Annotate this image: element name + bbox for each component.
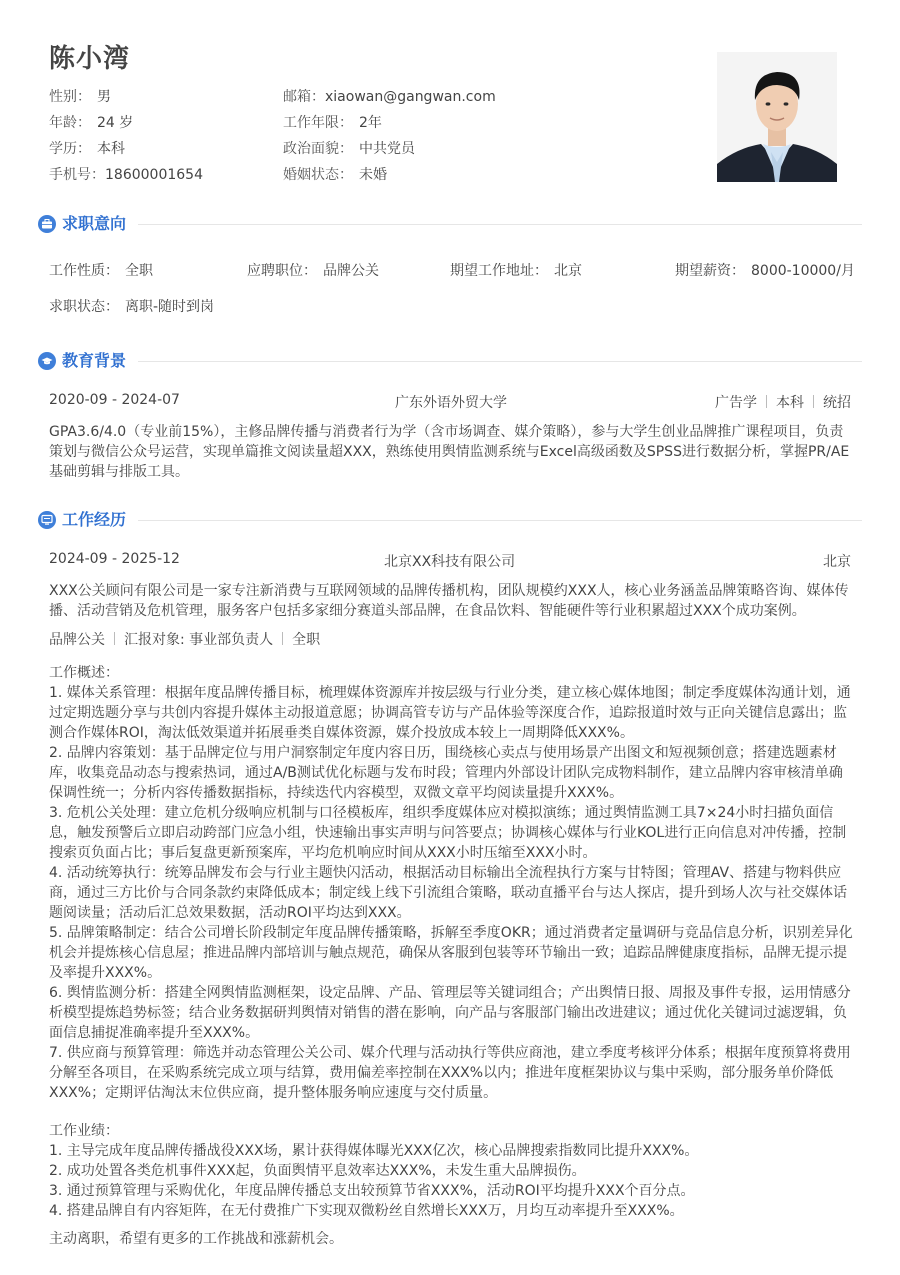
overview-item: 6. 舆情监测分析：搭建全网舆情监测框架，设定品牌、产品、管理层等关键词组合；产出舆情日报、周报及事件专报，运用情感分析模型提炼趋势标签；结合业务数据研判舆情对销售的潜在影响，向产品与客服部门输出改进建议；通过优化关键词过滤逻辑，负面信息捕捉准确率提升至XXX%。 <box>49 985 851 1041</box>
job-type-label: 工作性质： <box>49 263 119 279</box>
achievement-item: 4. 搭建品牌自有内容矩阵，在无付费推广下实现双微粉丝自然增长XXX万，月均互动率提升至XXX%。 <box>49 1203 684 1219</box>
salary-value: 8000-10000/月 <box>751 263 855 279</box>
study-mode: 统招 <box>823 395 851 411</box>
gender-row <box>49 86 111 106</box>
phone-row <box>49 164 203 184</box>
monitor-icon <box>38 511 56 529</box>
portrait-illustration <box>717 52 837 182</box>
education-label: 学历： <box>49 141 91 157</box>
status-row <box>49 296 214 316</box>
work-period: 2024-09 - 2025-12 <box>49 551 180 567</box>
status-label: 求职状态： <box>49 299 119 315</box>
marital-value: 未婚 <box>359 167 387 183</box>
tag-type: 全职 <box>292 632 321 648</box>
separator <box>766 395 767 408</box>
work-overview <box>49 663 855 1103</box>
company-name: 北京XX科技有限公司 <box>384 554 516 570</box>
achievement-item: 1. 主导完成年度品牌传播战役XXX场，累计获得媒体曝光XXX亿次，核心品牌搜索指数同比提升XXX%。 <box>49 1143 699 1159</box>
company-intro: XXX公关顾问有限公司是一家专注新消费与互联网领域的品牌传播机构，团队规模约XXX人，核心业务涵盖品牌策略咨询、媒体传播、活动营销及危机管理，服务客户包括多家细分赛道头部品牌，在食品饮料、智能硬件等行业积累超过XXX个成功案例。 <box>49 583 849 619</box>
achievement-item: 2. 成功处置各类危机事件XXX起，负面舆情平息效率达XXX%，未发生重大品牌损伤。 <box>49 1163 586 1179</box>
school-name: 广东外语外贸大学 <box>395 395 507 411</box>
section-divider <box>138 520 862 521</box>
email-value: xiaowan@gangwan.com <box>325 89 496 105</box>
section-divider <box>138 361 862 362</box>
gender-label: 性别： <box>49 89 91 105</box>
briefcase-icon <box>38 215 56 233</box>
overview-item: 5. 品牌策略制定：结合公司增长阶段制定年度品牌传播策略，拆解至季度OKR；通过消费者定量调研与竞品信息分析，识别差异化机会并提炼核心信息屋；推进品牌内部培训与触点规范，确保从客服到包装等环节输出一致；追踪品牌健康度指标，品牌无提示提及率提升XXX%。 <box>49 925 853 981</box>
position-label: 应聘职位： <box>247 263 317 279</box>
work-city: 北京 <box>823 554 851 570</box>
candidate-name: 陈小湾 <box>49 44 131 74</box>
graduation-cap-icon <box>38 352 56 370</box>
age-label: 年龄： <box>49 115 91 131</box>
achievements-title: 工作业绩： <box>49 1123 119 1139</box>
section-education-title: 教育背景 <box>62 351 127 370</box>
position-row <box>247 260 379 280</box>
tag-report: 汇报对象: 事业部负责人 <box>124 632 274 648</box>
job-type-value: 全职 <box>125 263 153 279</box>
section-divider <box>138 224 862 225</box>
separator <box>114 632 115 645</box>
marital-row <box>283 164 387 184</box>
work-achievements <box>49 1121 855 1221</box>
location-row <box>450 260 582 280</box>
overview-title: 工作概述： <box>49 665 119 681</box>
major: 广告学 <box>715 395 757 411</box>
section-education-header <box>38 349 862 373</box>
degree: 本科 <box>776 395 804 411</box>
tag-role: 品牌公关 <box>49 632 105 648</box>
education-period: 2020-09 - 2024-07 <box>49 392 180 408</box>
separator <box>282 632 283 645</box>
age-row <box>49 112 133 132</box>
work-years-row <box>283 112 382 132</box>
job-tags <box>49 629 320 649</box>
leave-reason: 主动离职，希望有更多的工作挑战和涨薪机会。 <box>49 1231 343 1247</box>
overview-item: 3. 危机公关处理：建立危机分级响应机制与口径模板库，组织季度媒体应对模拟演练；通过舆情监测工具7×24小时扫描负面信息，触发预警后立即启动跨部门应急小组，快速输出事实声明与问答要点；协调核心媒体与行业KOL进行正向信息对冲传播，控制搜索页负面占比；事后复盘更新预案库，平均危机响应时间从XXX小时压缩至XXX小时。 <box>49 805 847 861</box>
gender-value: 男 <box>97 89 111 105</box>
location-value: 北京 <box>554 263 582 279</box>
section-work-header <box>38 508 862 532</box>
separator <box>813 395 814 408</box>
marital-label: 婚姻状态： <box>283 167 353 183</box>
political-label: 政治面貌： <box>283 141 353 157</box>
phone-value: 18600001654 <box>105 167 203 183</box>
section-intention-header <box>38 212 862 236</box>
overview-item: 4. 活动统筹执行：统筹品牌发布会与行业主题快闪活动，根据活动目标输出全流程执行方案与甘特图；管理AV、搭建与物料供应商，通过三方比价与合同条款约束降低成本；制定线上线下引流组合策略，联动直播平台与达人探店，提升到场人次与社交媒体话题阅读量；活动后汇总效果数据，活动ROI平均达到XXX。 <box>49 865 847 921</box>
section-work-title: 工作经历 <box>62 510 127 529</box>
education-value: 本科 <box>97 141 125 157</box>
salary-label: 期望薪资： <box>675 263 745 279</box>
education-description: GPA3.6/4.0（专业前15%），主修品牌传播与消费者行为学（含市场调查、媒介策略），参与大学生创业品牌推广课程项目，负责策划与微信公众号运营，实现单篇推文阅读量超XXX，熟练使用舆情监测系统与Excel高级函数及SPSS进行数据分析，掌握PR/AE基础剪辑与排版工具。 <box>49 424 850 480</box>
email-row <box>283 86 496 106</box>
overview-item: 1. 媒体关系管理：根据年度品牌传播目标，梳理媒体资源库并按层级与行业分类，建立核心媒体地图；制定季度媒体沟通计划，通过定期选题分享与共创内容提升媒体主动报道意愿；协调高管专访与产品体验等深度合作，追踪报道时效与正向关键信息露出；监测合作媒体ROI，淘汰低效渠道并拓展垂类自媒体资源，媒介投放成本较上一周期降低XXX%。 <box>49 685 851 741</box>
education-meta <box>715 392 851 412</box>
achievement-item: 3. 通过预算管理与采购优化，年度品牌传播总支出较预算节省XXX%，活动ROI平均提升XXX个百分点。 <box>49 1183 695 1199</box>
profile-photo <box>717 52 837 182</box>
section-intention-title: 求职意向 <box>62 214 127 233</box>
email-label: 邮箱： <box>283 89 325 105</box>
political-value: 中共党员 <box>359 141 415 157</box>
phone-label: 手机号： <box>49 167 105 183</box>
overview-item: 7. 供应商与预算管理：筛选并动态管理公关公司、媒介代理与活动执行等供应商池，建立季度考核评分体系；根据年度预算将费用分解至各项目，在采购系统完成立项与结算，费用偏差率控制在XXX%以内；推进年度框架协议与集中采购，部分服务单价降低XXX%；定期评估淘汰末位供应商，提升整体服务响应速度与交付质量。 <box>49 1045 851 1101</box>
age-value: 24 岁 <box>97 115 134 131</box>
political-row <box>283 138 415 158</box>
position-value: 品牌公关 <box>323 263 379 279</box>
job-type-row <box>49 260 153 280</box>
work-years-label: 工作年限： <box>283 115 353 131</box>
work-years-value: 2年 <box>359 115 382 131</box>
status-value: 离职-随时到岗 <box>125 299 215 315</box>
salary-row <box>675 260 855 280</box>
overview-item: 2. 品牌内容策划：基于品牌定位与用户洞察制定年度内容日历，围绕核心卖点与使用场景产出图文和短视频创意；搭建选题素材库，收集竞品动态与搜索热词，通过A/B测试优化标题与发布时段；管理内外部设计团队完成物料制作，建立品牌内容审核清单确保调性统一；分析内容传播数据指标，持续迭代内容模型，双微文章平均阅读量提升XXX%。 <box>49 745 843 801</box>
location-label: 期望工作地址： <box>450 263 548 279</box>
education-row <box>49 138 125 158</box>
